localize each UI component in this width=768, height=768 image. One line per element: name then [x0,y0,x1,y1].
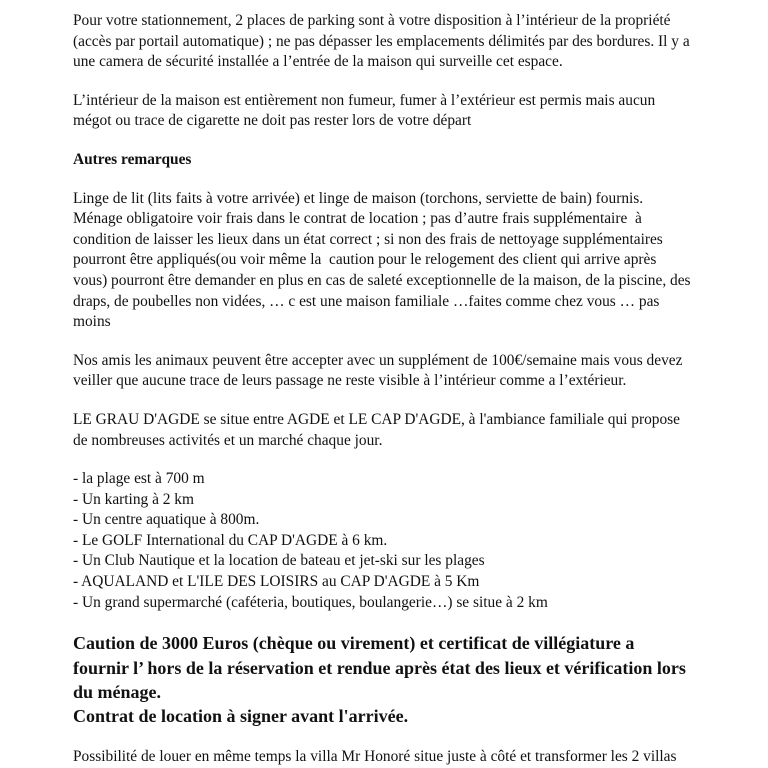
notice-line: Caution de 3000 Euros (chèque ou virement) et certificat de villégiature a [73,633,635,654]
pets-paragraph [73,351,768,392]
deposit-contract-notice [73,631,768,729]
list-item: - Un grand supermarché (caféteria, boutiques, boulangerie…) se situe à 2 km [73,593,548,611]
paragraph-line: moins [73,313,111,331]
paragraph-line: LE GRAU D'AGDE se situe entre AGDE et LE CAP D'AGDE, à l'ambiance familiale qui propose [73,410,680,428]
nearby-activities-list [73,469,768,613]
section-heading-text: Autres remarques [73,150,192,168]
notice-line: Contrat de location à signer avant l'arrivée. [73,706,409,727]
location-paragraph [73,410,768,451]
list-item: - la plage est à 700 m [73,470,205,488]
notice-line: fournir l’ hors de la réservation et rendue après état des lieux et vérification lors [73,657,686,678]
list-item: - Un Club Nautique et la location de bateau et jet-ski sur les plages [73,552,485,570]
paragraph-line: veiller que aucune trace de leurs passage ne reste visible à l’intérieur comme a l’extérieur. [73,372,627,390]
smoking-paragraph [73,91,768,132]
section-heading [73,150,768,171]
paragraph-line: Linge de lit (lits faits à votre arrivée) et linge de maison (torchons, serviette de bain) fournis. [73,189,644,207]
list-item: - Un centre aquatique à 800m. [73,511,260,529]
paragraph-line: vous) pourront être demander en plus en cas de saleté exceptionnelle de la maison, de la piscine, des [73,271,691,289]
paragraph-line: mégot ou trace de cigarette ne doit pas rester lors de votre départ [73,112,472,130]
paragraph-line: Possibilité de louer en même temps la villa Mr Honoré situe juste à côté et transformer les 2 villas [73,747,677,765]
neighbor-villa-paragraph [73,747,768,768]
paragraph-line: draps, de poubelles non vidées, … c est une maison familiale …faites comme chez vous … pas [73,292,660,310]
list-item: - AQUALAND et L'ILE DES LOISIRS au CAP D'AGDE à 5 Km [73,573,480,591]
parking-paragraph [73,11,768,73]
paragraph-line: L’intérieur de la maison est entièrement non fumeur, fumer à l’extérieur est permis mais aucun [73,91,656,109]
paragraph-line: Ménage obligatoire voir frais dans le contrat de location ; pas d’autre frais supplémentaire à [73,210,642,228]
linens-cleaning-paragraph [73,189,768,333]
list-item: - Le GOLF International du CAP D'AGDE à 6 km. [73,531,388,549]
notice-line: du ménage. [73,682,162,703]
paragraph-line: de nombreuses activités et un marché chaque jour. [73,431,383,449]
paragraph-line: Pour votre stationnement, 2 places de parking sont à votre disposition à l’intérieur de la propriété [73,12,671,29]
paragraph-line: une camera de sécurité installée a l’entrée de la maison qui surveille cet espace. [73,53,563,71]
paragraph-line: (accès par portail automatique) ; ne pas dépasser les emplacements délimités par des bordures. Il y a [73,32,690,50]
paragraph-line: condition de laisser les lieux dans un état correct ; si non des frais de nettoyage supplémentaires [73,230,663,248]
list-item: - Un karting à 2 km [73,490,194,508]
paragraph-line: Nos amis les animaux peuvent être accepter avec un supplément de 100€/semaine mais vous devez [73,351,683,369]
paragraph-line: pourront être appliqués(ou voir même la caution pour le relogement des client qui arrive après [73,251,657,269]
